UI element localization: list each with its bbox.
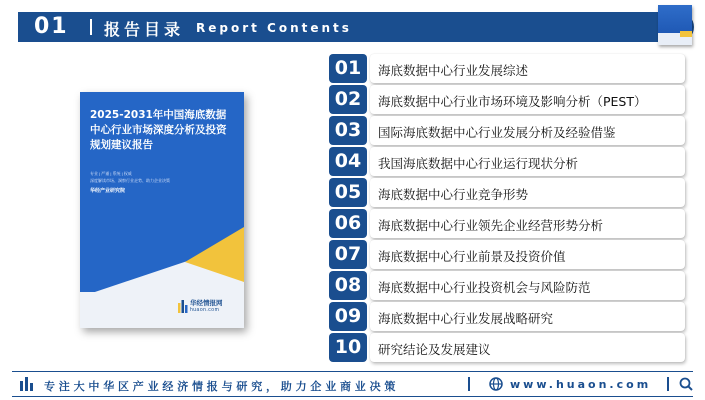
toc-label-box: [370, 271, 685, 300]
cover-meta: 专业 | 严谨 | 系统 | 权威 深度解读市场、洞察行业走势、助力企业决策: [90, 171, 170, 183]
toc-label: 海底数据中心行业投资机会与风险防范: [378, 280, 591, 295]
logo-bars-icon: [178, 299, 188, 313]
toc-number: 10: [329, 333, 367, 362]
toc-number: 08: [329, 271, 367, 300]
globe-icon: [489, 377, 503, 391]
toc-label-box: [370, 333, 685, 362]
toc-item[interactable]: [329, 333, 685, 362]
toc-label: 海底数据中心行业竞争形势: [378, 187, 529, 202]
footer-divider: [468, 377, 470, 391]
toc-label: 国际海底数据中心行业发展分析及经验借鉴: [378, 125, 616, 140]
toc-label: 海底数据中心行业发展战略研究: [378, 311, 554, 326]
footer-url[interactable]: www.huaon.com: [510, 378, 652, 391]
page-subtitle: Report Contents: [196, 21, 352, 35]
cover-title: 2025-2031年中国海底数据中心行业市场深度分析及投资规划建议报告: [90, 109, 227, 151]
toc-label-box: [370, 54, 685, 83]
cover-org: 华经产业研究院: [90, 188, 126, 194]
header-bar: [18, 12, 694, 42]
toc-label-box: [370, 147, 685, 176]
toc-label: 海底数据中心行业领先企业经营形势分析: [378, 218, 604, 233]
toc-number: 07: [329, 240, 367, 269]
toc-label-box: [370, 116, 685, 145]
toc-number: 02: [329, 85, 367, 114]
section-number: 01: [34, 14, 69, 39]
toc-label-box: [370, 85, 685, 114]
footer-bottom-rule: [12, 396, 693, 397]
cover-logo: [178, 297, 226, 317]
toc-number: 06: [329, 209, 367, 238]
toc-item[interactable]: [329, 54, 685, 83]
thumbnail-accent: [680, 31, 692, 37]
toc-item[interactable]: [329, 85, 685, 114]
toc-item[interactable]: [329, 209, 685, 238]
toc-item[interactable]: [329, 116, 685, 145]
report-cover: [80, 92, 244, 328]
footer-divider: [667, 377, 669, 391]
toc-item[interactable]: [329, 271, 685, 300]
toc-label-box: [370, 302, 685, 331]
header-divider: [90, 19, 92, 35]
toc-item[interactable]: [329, 240, 685, 269]
report-thumbnail: [658, 5, 692, 45]
toc-label: 我国海底数据中心行业运行现状分析: [378, 156, 579, 171]
search-icon[interactable]: [679, 377, 693, 391]
toc-label: 海底数据中心行业发展综述: [378, 63, 529, 78]
toc-number: 05: [329, 178, 367, 207]
toc-label-box: [370, 240, 685, 269]
page-title: 报告目录: [104, 20, 185, 39]
toc-number: 09: [329, 302, 367, 331]
toc-label: 海底数据中心行业市场环境及影响分析（PEST）: [378, 94, 647, 109]
toc-item[interactable]: [329, 302, 685, 331]
toc-number: 04: [329, 147, 367, 176]
toc-label-box: [370, 178, 685, 207]
footer-slogan: 专注大中华区产业经济情报与研究，助力企业商业决策: [44, 380, 400, 393]
toc-number: 01: [329, 54, 367, 83]
toc-label: 研究结论及发展建议: [378, 342, 491, 357]
toc-item[interactable]: [329, 147, 685, 176]
toc-item[interactable]: [329, 178, 685, 207]
logo-url: huaon.com: [190, 307, 220, 313]
logo-name: 华经情报网: [190, 300, 223, 307]
toc-label: 海底数据中心行业前景及投资价值: [378, 249, 566, 264]
logo-bars-icon: [20, 377, 34, 391]
toc-number: 03: [329, 116, 367, 145]
footer-top-rule: [12, 371, 693, 372]
toc-label-box: [370, 209, 685, 238]
